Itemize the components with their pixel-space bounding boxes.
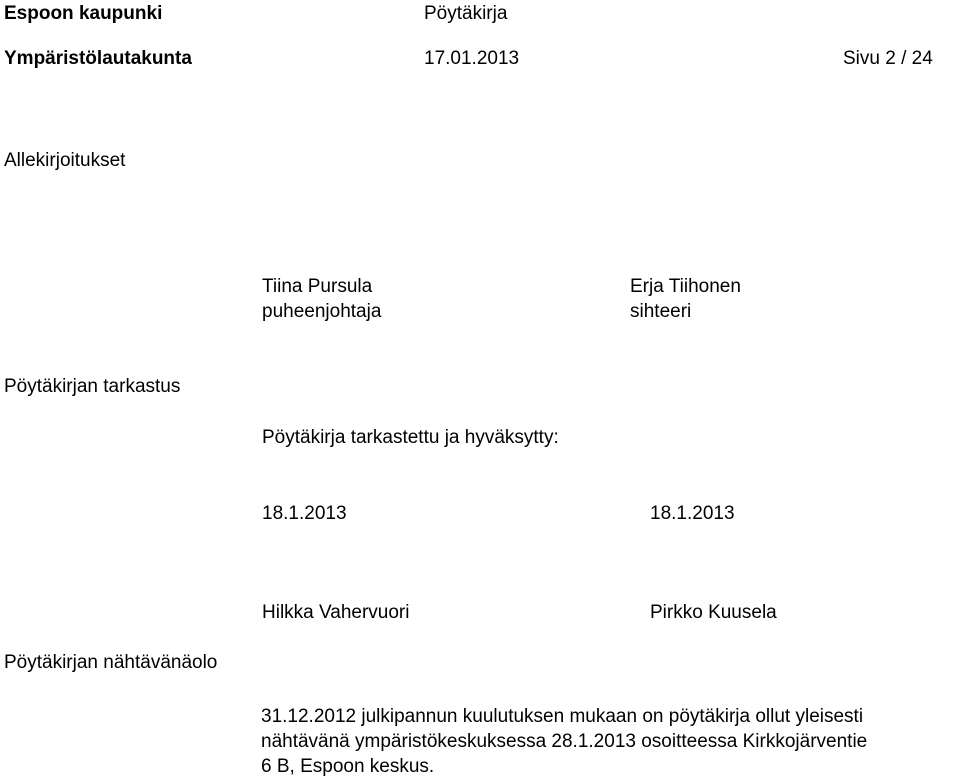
- signatures-heading: Allekirjoitukset: [4, 150, 126, 171]
- review-heading: Pöytäkirjan tarkastus: [4, 376, 181, 397]
- reviewer-left-name: Hilkka Vahervuori: [262, 602, 410, 623]
- review-date-right: 18.1.2013: [650, 503, 735, 524]
- chair-role: puheenjohtaja: [262, 301, 382, 322]
- header-doc-type: Pöytäkirja: [424, 3, 508, 24]
- chair-name: Tiina Pursula: [262, 276, 373, 297]
- display-line-2: nähtävänä ympäristökeskuksessa 28.1.2013 osoitteessa Kirkkojärventie: [261, 731, 868, 752]
- display-heading: Pöytäkirjan nähtävänäolo: [4, 652, 218, 673]
- display-line-3: 6 B, Espoon keskus.: [261, 756, 435, 777]
- review-date-left: 18.1.2013: [262, 503, 347, 524]
- header-org: Espoon kaupunki: [4, 3, 163, 24]
- header-body: Ympäristölautakunta: [4, 48, 192, 69]
- header-page-number: Sivu 2 / 24: [843, 48, 933, 69]
- secretary-name: Erja Tiihonen: [630, 276, 741, 297]
- reviewer-right-name: Pirkko Kuusela: [650, 602, 777, 623]
- header-date: 17.01.2013: [424, 48, 520, 69]
- display-paragraph: [261, 704, 960, 779]
- review-statement: Pöytäkirja tarkastettu ja hyväksytty:: [262, 427, 559, 448]
- secretary-role: sihteeri: [630, 301, 692, 322]
- display-line-1: 31.12.2012 julkipannun kuulutuksen mukaan on pöytäkirja ollut yleisesti: [261, 706, 864, 727]
